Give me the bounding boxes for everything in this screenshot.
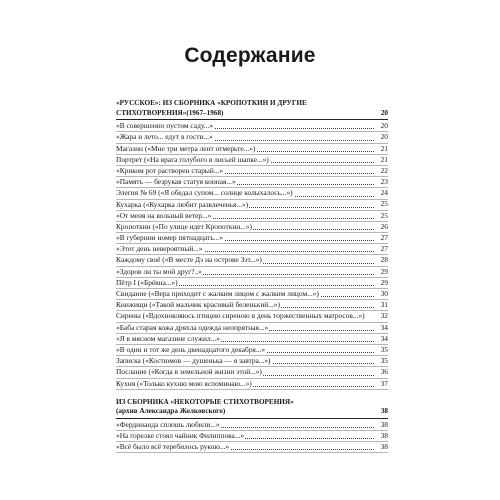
toc-entry[interactable]: [116, 267, 388, 278]
entry-title: Каждому своё («В месте Дэ на острове Зэт...»): [116, 255, 262, 265]
entry-title: «Я в мясном магазине служил...»: [116, 333, 220, 343]
entry-list: [116, 121, 388, 390]
toc-entry[interactable]: [116, 379, 388, 390]
entry-title: «Всё было всё теребилось рукою...»: [116, 442, 230, 452]
entry-page: 31: [380, 300, 388, 310]
entry-title: Кропоткин («По улице идет Кропоткин...»): [116, 221, 252, 231]
entry-page: 20: [380, 132, 388, 142]
entry-title: «На горелке стоял чайник Филиппова...»: [116, 431, 245, 441]
entry-page: 32: [380, 311, 388, 321]
toc-entry[interactable]: [116, 300, 388, 311]
entry-page: 35: [380, 344, 388, 354]
toc-entry[interactable]: [116, 345, 388, 356]
table-of-contents: [116, 99, 388, 453]
toc-entry[interactable]: [116, 356, 388, 367]
entry-page: 23: [380, 177, 388, 187]
entry-page: 38: [380, 419, 388, 429]
entry-title: «Этот день невероятный...»: [116, 244, 203, 254]
entry-page: 34: [380, 333, 388, 343]
toc-entry[interactable]: [116, 188, 388, 199]
entry-title: «В губернии номер пятнадцать...»: [116, 233, 223, 243]
toc-entry[interactable]: [116, 289, 388, 300]
entry-title: Магазин («Мне три метра лент отмерьте...»): [116, 143, 256, 153]
toc-entry[interactable]: [116, 431, 388, 442]
section-gap: [116, 390, 388, 398]
entry-title: Кухарка («Кухарка любит развлеченья...»): [116, 199, 249, 209]
entry-title: Пётр I («Брёвна...»): [116, 277, 178, 287]
entry-title: Записка («Костюмов — душенька — я завтра...»): [116, 356, 271, 366]
toc-entry[interactable]: [116, 323, 388, 334]
section-heading-line: «РУССКОЕ»: ИЗ СБОРНИКА «КРОПОТКИН И ДРУГИЕ: [116, 99, 307, 107]
toc-entry[interactable]: [116, 155, 388, 166]
entry-list: [116, 420, 388, 454]
entry-page: 25: [380, 199, 388, 209]
section-heading-line: ИЗ СБОРНИКА «НЕКОТОРЫЕ СТИХОТВОРЕНИЯ»: [116, 397, 294, 406]
toc-entry[interactable]: [116, 420, 388, 431]
entry-title: Свидание («Вера приходит с жалким лицом с жалким лицом...»): [116, 289, 319, 298]
entry-title: «Баба старая кожа дряхла одежда неопрятная...»: [116, 322, 269, 332]
entry-title: «Жара и лето... едут в гости...»: [116, 132, 213, 142]
entry-page: 29: [380, 277, 388, 287]
entry-title: «В один и тот же день двенадцатого декабря...»: [116, 344, 266, 354]
toc-entry[interactable]: [116, 442, 388, 453]
entry-title: Элегия № 69 («Я обедал супом... солнце колыхалось...»): [116, 188, 293, 198]
toc-entry[interactable]: [116, 334, 388, 345]
entry-page: 26: [380, 221, 388, 231]
toc-entry[interactable]: [116, 244, 388, 255]
entry-title: «Память — безрукая статуя конная...»: [116, 177, 236, 187]
entry-page: 20: [380, 121, 388, 131]
section-heading-line: СТИХОТВОРЕНИЯ»(1967–1968): [116, 108, 224, 117]
entry-title: «Фердинанда сплошь любили...»: [116, 419, 220, 429]
entry-title: Кухня («Только кухню мою вспоминаю...»): [116, 378, 252, 388]
entry-page: 21: [380, 143, 388, 153]
entry-title: Сирены («Вдохновляюсь птицею сиреною в день торжественных матросов...»): [116, 311, 365, 321]
page-title: Содержание: [184, 44, 316, 67]
toc-entry[interactable]: [116, 200, 388, 211]
entry-page: 36: [380, 367, 388, 377]
toc-entry[interactable]: [116, 132, 388, 143]
entry-title: Книжищи («Такой мальчик красивый беленький...»): [116, 300, 280, 310]
entry-page: 38: [380, 431, 388, 441]
toc-entry[interactable]: [116, 177, 388, 188]
entry-page: 27: [380, 233, 388, 243]
entry-page: 25: [380, 210, 388, 220]
section-heading-subtitle: (архив Александра Жолковского): [116, 407, 226, 416]
toc-entry[interactable]: [116, 144, 388, 155]
entry-title: «Криком рот растворен старый...»: [116, 165, 224, 175]
entry-page: 38: [380, 442, 388, 452]
toc-entry[interactable]: [116, 222, 388, 233]
toc-entry[interactable]: [116, 278, 388, 289]
entry-page: 22: [380, 165, 388, 175]
toc-entry[interactable]: [116, 311, 388, 322]
toc-entry[interactable]: [116, 211, 388, 222]
entry-page: 37: [380, 378, 388, 388]
entry-page: 24: [380, 188, 388, 198]
entry-page: 21: [380, 154, 388, 164]
entry-title: «В совершенно пустом саду...»: [116, 121, 214, 131]
toc-entry[interactable]: [116, 166, 388, 177]
entry-page: 30: [380, 289, 388, 298]
section-heading: [116, 99, 388, 120]
entry-title: Портрет («На врага голубого в лисьей шапке...»): [116, 154, 269, 164]
entry-page: 29: [380, 266, 388, 276]
entry-title: «От меня на вольный ветер...»: [116, 210, 212, 220]
entry-page: 34: [380, 322, 388, 332]
entry-page: 35: [380, 356, 388, 366]
section-page-number: 20: [380, 108, 388, 117]
toc-entry[interactable]: [116, 233, 388, 244]
entry-page: 28: [380, 255, 388, 265]
entry-page: 27: [380, 244, 388, 254]
section-heading: [116, 398, 388, 419]
toc-entry[interactable]: [116, 255, 388, 266]
toc-entry[interactable]: [116, 367, 388, 378]
entry-title: Послание («Когда в земельной жизни этой...»): [116, 367, 262, 377]
toc-entry[interactable]: [116, 121, 388, 132]
entry-title: «Здоров ли ты мой друг?..»: [116, 266, 202, 276]
section-page-number: 38: [380, 407, 388, 416]
